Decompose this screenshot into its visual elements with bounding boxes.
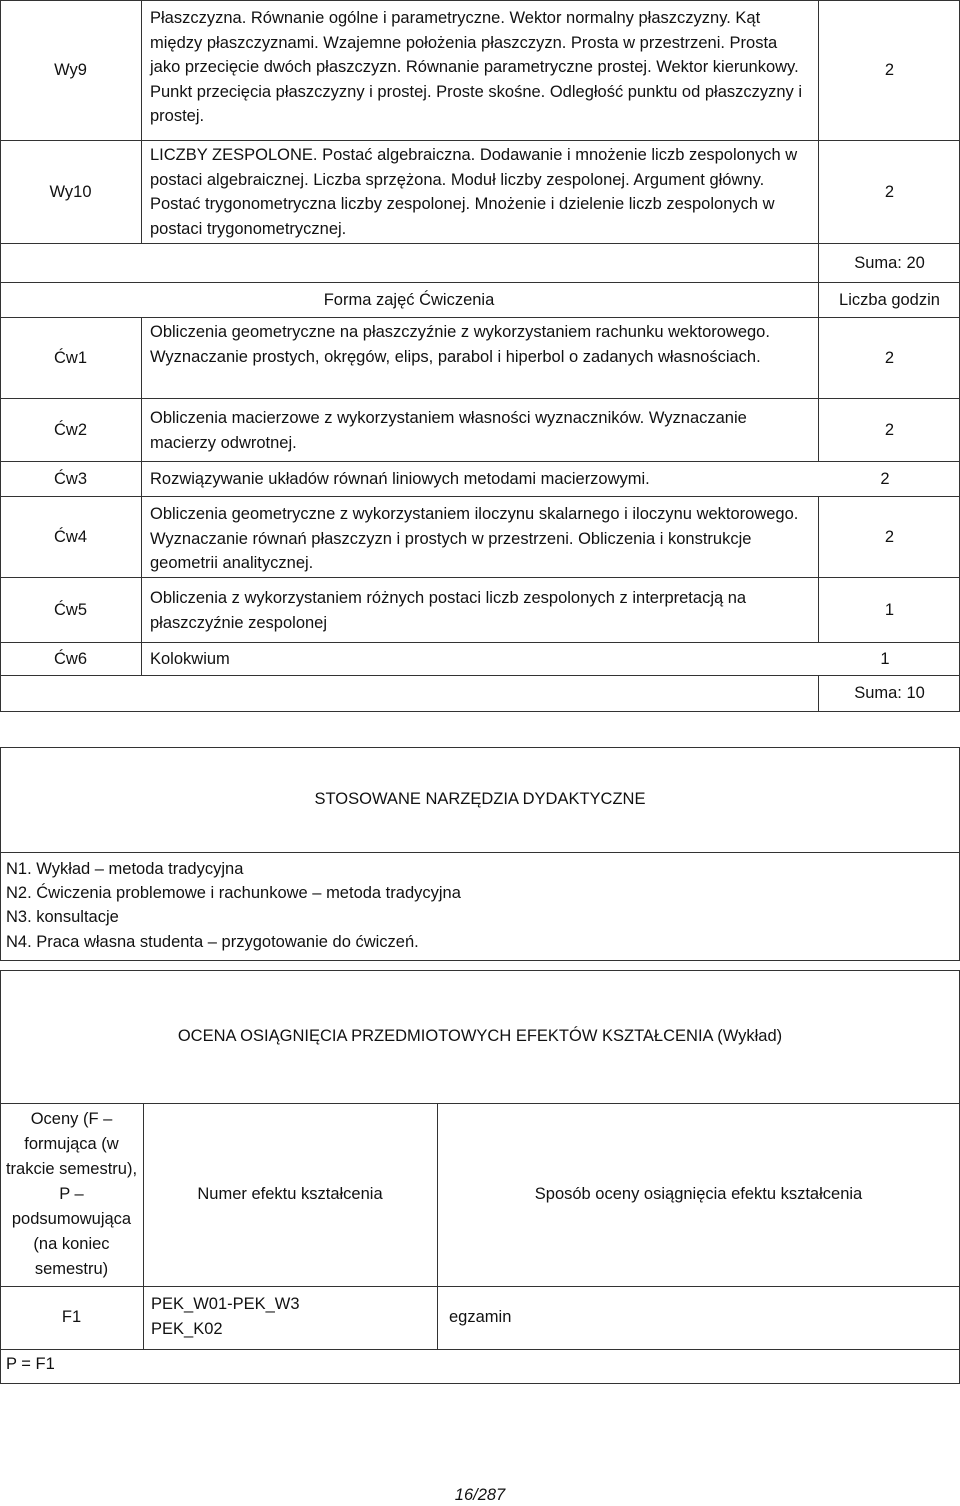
exercise-content-cw6: Kolokwium <box>150 650 230 668</box>
exercise-code-cw1: Ćw1 <box>0 317 142 399</box>
exercise-code-cw2: Ćw2 <box>0 398 142 462</box>
lecture-code-wy9: Wy9 <box>0 0 142 141</box>
exercise-content-cw5: Obliczenia z wykorzystaniem różnych postaci liczb zespolonych z interpretacją na płaszczyźnie zespolonej <box>150 589 747 632</box>
assessment-final-formula: P = F1 <box>6 1355 55 1373</box>
exercise-hours-cw5: 1 <box>818 577 960 643</box>
tools-item: N1. Wykład – metoda tradycyjna <box>6 860 244 878</box>
exercise-content-cw2: Obliczenia macierzowe z wykorzystaniem własności wyznaczników. Wyznaczanie macierzy odwrotnej. <box>150 409 747 452</box>
exercise-hours-cw1: 2 <box>818 317 960 399</box>
lecture-hours-wy10: 2 <box>818 140 960 244</box>
tools-title: STOSOWANE NARZĘDZIA DYDAKTYCZNE <box>0 747 960 853</box>
exercises-hours-header: Liczba godzin <box>818 282 960 318</box>
lectures-sum: Suma: 20 <box>818 243 960 283</box>
assessment-col-grade-header: Oceny (F – formująca (w trakcie semestru), P – podsumowująca (na koniec semestru) <box>0 1103 144 1287</box>
exercises-form-header: Forma zajęć Ćwiczenia <box>323 290 495 309</box>
exercise-content-cw3: Rozwiązywanie układów równań liniowych metodami macierzowymi. <box>150 470 650 488</box>
assessment-title: OCENA OSIĄGNIĘCIA PRZEDMIOTOWYCH EFEKTÓW KSZTAŁCENIA (Wykład) <box>0 970 960 1104</box>
exercise-code-cw4: Ćw4 <box>0 496 142 578</box>
tools-item: N2. Ćwiczenia problemowe i rachunkowe – metoda tradycyjna <box>6 884 461 902</box>
assessment-effects-cell <box>143 1286 438 1350</box>
assessment-effect-line: PEK_W01-PEK_W3 <box>151 1295 300 1313</box>
exercise-content-cw1: Obliczenia geometryczne na płaszczyźnie z wykorzystaniem rachunku wektorowego. Wyznaczanie prostych, okręgów, elips, parabol i hiperbol o zadanych własnościach. <box>150 323 770 366</box>
exercise-hours-cw2: 2 <box>818 398 960 462</box>
exercise-code-cw5: Ćw5 <box>0 577 142 643</box>
exercise-code-cw3: Ćw3 <box>0 461 142 497</box>
exercise-hours-cw6: 1 <box>880 650 890 668</box>
lecture-content-wy10: LICZBY ZESPOLONE. Postać algebraiczna. Dodawanie i mnożenie liczb zespolonych w postaci algebraicznej. Liczba sprzężona. Moduł liczby zespolonej. Argument główny. Postać trygonometryczna liczby zespolonej. Mnożenie i dzielenie liczb zespolonych w postaci trygonometrycznej. <box>150 146 798 238</box>
lecture-hours-wy9: 2 <box>818 0 960 141</box>
lecture-content-wy9: Płaszczyzna. Równanie ogólne i parametryczne. Wektor normalny płaszczyzny. Kąt między płaszczyznami. Wzajemne położenia płaszczyzn. Prosta w przestrzeni. Prosta jako przecięcie dwóch płaszczyzn. Równanie parametryczne prostej. Wektor kierunkowy. Punkt przecięcia płaszczyzny i prostej. Proste skośne. Odległość punktu od płaszczyzny i prostej. <box>150 9 803 125</box>
assessment-effect-line: PEK_K02 <box>151 1320 223 1338</box>
tools-item: N3. konsultacje <box>6 908 119 926</box>
exercise-code-cw6: Ćw6 <box>0 642 142 676</box>
exercise-hours-cw4: 2 <box>818 496 960 578</box>
page-number: 16/287 <box>454 1486 506 1504</box>
assessment-grade-f1: F1 <box>0 1286 144 1350</box>
assessment-col-method-header: Sposób oceny osiągnięcia efektu kształcenia <box>437 1103 960 1287</box>
tools-item: N4. Praca własna studenta – przygotowanie do ćwiczeń. <box>6 933 419 951</box>
exercise-hours-cw3: 2 <box>880 470 890 488</box>
assessment-method: egzamin <box>437 1286 960 1350</box>
exercise-content-cw4: Obliczenia geometryczne z wykorzystaniem iloczynu skalarnego i iloczynu wektorowego. Wyznaczanie równań płaszczyzn i prostych w przestrzeni. Obliczenia i konstrukcje geometrii analitycznej. <box>150 505 799 572</box>
exercises-sum: Suma: 10 <box>818 675 960 712</box>
lecture-code-wy10: Wy10 <box>0 140 142 244</box>
assessment-col-effect-header: Numer efektu kształcenia <box>143 1103 438 1287</box>
